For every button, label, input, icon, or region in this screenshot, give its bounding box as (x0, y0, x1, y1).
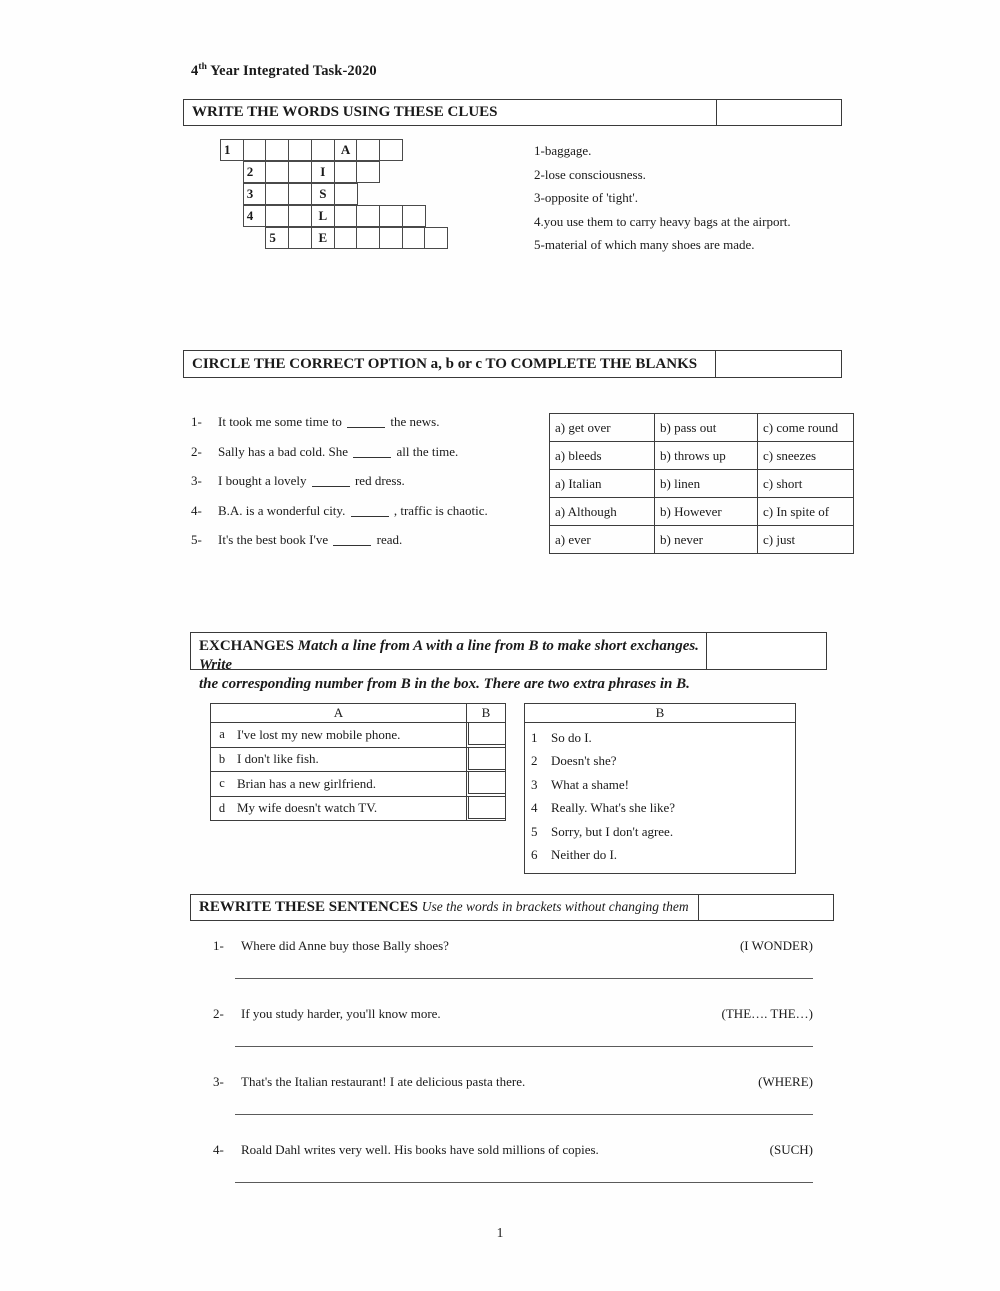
rewrite-instruction: Use the words in brackets without changing them (421, 899, 689, 915)
table-a-header-a: A (211, 704, 467, 723)
item-number: 4 (531, 800, 538, 816)
multiple-choice-sentence (191, 473, 531, 503)
crossword-cell[interactable] (288, 205, 312, 227)
rewrite-item (213, 1142, 813, 1210)
rewrite-item (213, 1074, 813, 1142)
options-row (550, 442, 854, 470)
item-phrase: Neither do I. (551, 847, 618, 863)
rewrite-bold-label: REWRITE THESE SENTENCES (199, 899, 418, 916)
sentence-text (218, 503, 531, 519)
crossword-cell[interactable] (356, 139, 380, 161)
crossword-cell[interactable]: A (334, 139, 358, 161)
options-row (550, 498, 854, 526)
crossword-grid (220, 139, 447, 249)
rewrite-answer-line[interactable] (235, 1114, 813, 1115)
options-row (550, 526, 854, 554)
clue-item: 3-opposite of 'tight'. (534, 190, 638, 205)
options-table (549, 413, 854, 554)
crossword-cell[interactable]: I (311, 161, 335, 183)
score-box-rewrite[interactable] (699, 895, 833, 920)
crossword-cell[interactable] (379, 139, 403, 161)
crossword-cell[interactable] (243, 139, 267, 161)
title-main: Year Integrated Task-2020 (210, 62, 377, 79)
item-number: 6 (531, 847, 538, 863)
item-phrase: Really. What's she like? (551, 800, 676, 816)
rewrite-answer-line[interactable] (235, 978, 813, 979)
sentence-text-before: It took me some time to (218, 414, 346, 429)
table-a-header-row (211, 704, 506, 723)
crossword-cell[interactable] (288, 161, 312, 183)
option-cell[interactable]: a) bleeds (550, 442, 655, 470)
answer-blank[interactable] (347, 427, 385, 428)
rewrite-item-header (213, 1142, 813, 1158)
multiple-choice-sentence (191, 532, 531, 562)
rewrite-sentence-list (213, 938, 813, 1210)
crossword-spacer (220, 161, 244, 183)
crossword-cell[interactable]: S (311, 183, 335, 205)
score-box-exchanges[interactable] (707, 633, 826, 669)
item-number: 5 (531, 823, 538, 839)
clue-item: 5-material of which many shoes are made. (534, 237, 755, 252)
crossword-spacer (243, 227, 267, 249)
rewrite-item-header (213, 1074, 813, 1090)
row-letter: b (211, 747, 234, 772)
page-title (191, 62, 377, 80)
option-cell[interactable]: c) come round (758, 414, 854, 442)
section-title-exchanges (191, 633, 707, 692)
option-cell[interactable]: a) ever (550, 526, 655, 554)
score-box-circle-option[interactable] (716, 351, 841, 377)
clue-list (534, 139, 844, 257)
crossword-number-cell[interactable]: 3 (243, 183, 267, 205)
crossword-number-cell[interactable]: 1 (220, 139, 244, 161)
exchanges-instruction-line1: Match a line from A with a line from B to make short exchanges. Write (199, 638, 699, 673)
clue-item: 4.you use them to carry heavy bags at the airport. (534, 213, 791, 229)
sentence-number: 5- (191, 532, 202, 547)
crossword-row (220, 227, 447, 249)
item-number: 1 (531, 729, 538, 745)
row-phrase: Brian has a new girlfriend. (233, 772, 467, 797)
section-header-circle-option (183, 350, 842, 378)
option-cell[interactable]: b) linen (655, 470, 758, 498)
rewrite-item (213, 1006, 813, 1074)
crossword-cell[interactable] (334, 205, 358, 227)
rewrite-number: 3- (213, 1074, 224, 1089)
answer-box[interactable] (468, 722, 506, 745)
sentence-text-before: Sally has a bad cold. She (218, 443, 352, 459)
crossword-cell[interactable] (265, 183, 289, 205)
answer-blank[interactable] (351, 516, 389, 517)
crossword-spacer (220, 183, 244, 205)
crossword-row (220, 205, 447, 227)
item-number: 3 (531, 776, 538, 792)
list-item (525, 750, 795, 774)
answer-box[interactable] (468, 771, 506, 794)
section-title-write-words: WRITE THE WORDS USING THESE CLUES (184, 100, 717, 125)
option-cell[interactable]: c) just (758, 526, 854, 554)
exchanges-instruction-line2: the corresponding number from B in the box. There are two extra phrases in B. (199, 675, 690, 692)
crossword-cell[interactable] (379, 227, 403, 249)
sentence-number: 2- (191, 443, 202, 459)
crossword-cell[interactable] (288, 139, 312, 161)
option-cell[interactable]: c) sneezes (758, 442, 854, 470)
crossword-cell[interactable] (288, 183, 312, 205)
title-superscript: th (198, 62, 208, 72)
crossword-row (220, 183, 447, 205)
table-row (211, 772, 506, 797)
table-row (211, 796, 506, 821)
sentence-text (218, 444, 531, 460)
rewrite-number: 1- (213, 938, 224, 953)
multiple-choice-sentence (191, 414, 531, 444)
answer-blank[interactable] (353, 457, 391, 458)
rewrite-answer-line[interactable] (235, 1182, 813, 1183)
page-number: 1 (496, 1225, 504, 1240)
crossword-cell[interactable] (265, 205, 289, 227)
sentence-text-before: B.A. is a wonderful city. (218, 502, 349, 518)
option-cell[interactable]: b) throws up (655, 442, 758, 470)
exchanges-bold-label: EXCHANGES (199, 638, 295, 654)
sentence-number: 4- (191, 502, 202, 518)
crossword-cell[interactable] (334, 161, 358, 183)
crossword-cell[interactable] (356, 161, 380, 183)
row-letter: d (211, 796, 234, 821)
options-row (550, 414, 854, 442)
crossword-row (220, 161, 447, 183)
row-letter: c (211, 772, 234, 797)
crossword-cell[interactable] (288, 227, 312, 249)
table-b-list (525, 723, 795, 873)
crossword-cell[interactable]: E (311, 227, 335, 249)
option-cell[interactable]: c) In spite of (758, 498, 854, 526)
sentence-text (218, 473, 531, 489)
clue-item: 2-lose consciousness. (534, 166, 646, 182)
crossword-cell[interactable] (402, 205, 426, 227)
crossword-number-cell[interactable]: 4 (243, 205, 267, 227)
multiple-choice-sentence (191, 444, 531, 474)
option-cell[interactable]: a) Italian (550, 470, 655, 498)
exchanges-table-a (210, 703, 506, 821)
item-phrase: What a shame! (551, 776, 629, 792)
section-title-circle-option: CIRCLE THE CORRECT OPTION a, b or c TO COMPLETE THE BLANKS (184, 351, 716, 377)
rewrite-hint: (THE…. THE…) (721, 1006, 813, 1021)
list-item (525, 773, 795, 797)
rewrite-sentence: Roald Dahl writes very well. His books have sold millions of copies. (241, 1142, 599, 1157)
sentence-number: 3- (191, 473, 202, 488)
crossword-cell[interactable] (265, 161, 289, 183)
sentence-text (218, 414, 531, 430)
crossword-cell[interactable] (379, 205, 403, 227)
row-letter: a (211, 723, 234, 748)
table-row (211, 747, 506, 772)
option-cell[interactable]: b) never (655, 526, 758, 554)
option-cell[interactable]: a) get over (550, 414, 655, 442)
item-phrase: Sorry, but I don't agree. (551, 823, 674, 839)
option-cell[interactable]: c) short (758, 470, 854, 498)
score-box-write-words[interactable] (717, 100, 841, 125)
crossword-row (220, 139, 447, 161)
crossword-cell[interactable] (334, 227, 358, 249)
crossword-spacer (220, 227, 244, 249)
sentence-text-after: the news. (387, 414, 440, 429)
option-cell[interactable]: b) However (655, 498, 758, 526)
table-b-header: B (525, 704, 795, 723)
rewrite-sentence: Where did Anne buy those Bally shoes? (241, 938, 449, 953)
crossword-cell[interactable] (356, 205, 380, 227)
row-phrase: I don't like fish. (233, 747, 467, 772)
multiple-choice-sentence-list (191, 414, 531, 562)
rewrite-hint: (WHERE) (758, 1074, 813, 1089)
crossword-spacer (220, 205, 244, 227)
sentence-text-after: read. (373, 532, 403, 547)
rewrite-number: 2- (213, 1006, 224, 1021)
answer-box[interactable] (468, 796, 506, 819)
crossword-number-cell[interactable]: 2 (243, 161, 267, 183)
rewrite-hint: (I WONDER) (739, 938, 813, 953)
table-a-header-b: B (467, 704, 506, 723)
crossword-cell[interactable] (402, 227, 426, 249)
rewrite-number: 4- (213, 1142, 224, 1157)
clue-item: 1-baggage. (534, 143, 592, 158)
item-phrase: Doesn't she? (551, 753, 617, 769)
crossword-cell[interactable] (334, 183, 358, 205)
exchanges-table-b (524, 703, 796, 874)
crossword-cell[interactable] (265, 139, 289, 161)
section-header-write-words (183, 99, 842, 126)
sentence-number: 1- (191, 414, 202, 429)
crossword-cell[interactable]: L (311, 205, 335, 227)
row-phrase: My wife doesn't watch TV. (233, 796, 467, 821)
section-title-rewrite (191, 895, 699, 920)
option-cell[interactable]: a) Although (550, 498, 655, 526)
rewrite-item (213, 938, 813, 1006)
item-number: 2 (531, 753, 538, 769)
table-row (211, 723, 506, 748)
multiple-choice-sentence (191, 503, 531, 533)
options-row (550, 470, 854, 498)
item-phrase: So do I. (551, 729, 592, 745)
sentence-text-before: It's the best book I've (218, 532, 332, 547)
section-header-exchanges (190, 632, 827, 692)
title-lead: 4 (191, 62, 199, 79)
sentence-text-before: I bought a lovely (218, 473, 310, 488)
rewrite-hint: (SUCH) (769, 1142, 813, 1157)
list-item (525, 797, 795, 821)
crossword-number-cell[interactable]: 5 (265, 227, 289, 249)
row-phrase: I've lost my new mobile phone. (233, 723, 467, 748)
list-item (525, 844, 795, 868)
sentence-text-after: red dress. (351, 473, 405, 488)
list-item (525, 820, 795, 844)
sentence-text-after: , traffic is chaotic. (390, 502, 488, 518)
rewrite-item-header (213, 1006, 813, 1022)
rewrite-sentence: If you study harder, you'll know more. (241, 1006, 441, 1021)
section-header-rewrite (190, 894, 834, 921)
rewrite-sentence: That's the Italian restaurant! I ate delicious pasta there. (241, 1074, 526, 1089)
answer-blank[interactable] (333, 545, 371, 546)
crossword-cell[interactable] (424, 227, 448, 249)
sentence-text-after: all the time. (393, 443, 459, 459)
exchanges-answer-boxes (468, 722, 506, 820)
answer-blank[interactable] (312, 486, 350, 487)
answer-box[interactable] (468, 747, 506, 770)
crossword-cell[interactable] (311, 139, 335, 161)
rewrite-item-header (213, 938, 813, 954)
list-item (525, 726, 795, 750)
sentence-text (218, 532, 531, 548)
option-cell[interactable]: b) pass out (655, 414, 758, 442)
crossword-cell[interactable] (356, 227, 380, 249)
rewrite-answer-line[interactable] (235, 1046, 813, 1047)
